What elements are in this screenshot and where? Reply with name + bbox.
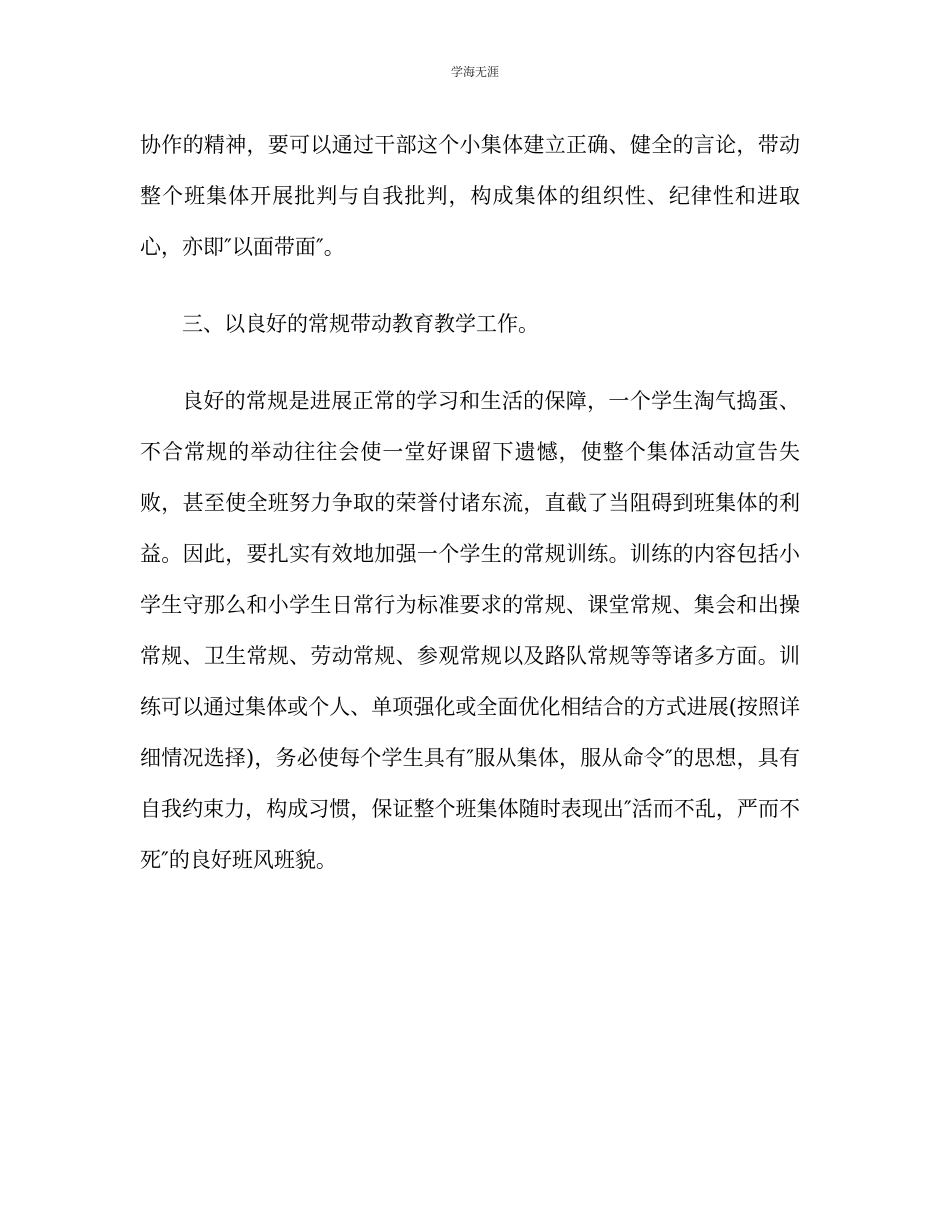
paragraph-continuation: 协作的精神，要可以通过干部这个小集体建立正确、健全的言论，带动整个班集体开展批判与自我批判，构成集体的组织性、纪律性和进取心，亦即″以面带面″。: [140, 133, 800, 259]
document-body: [140, 120, 800, 912]
page-header: 学海无涯: [450, 65, 499, 79]
section-heading: 三、以良好的常规带动教育教学工作。: [182, 312, 539, 336]
paragraph-routine: 良好的常规是进展正常的学习和生活的保障，一个学生淘气捣蛋、不合常规的举动往往会使一堂好课留下遗憾，使整个集体活动宣告失败，甚至使全班努力争取的荣誉付诸东流，直截了当阻碍到班集体的利益。因此，要扎实有效地加强一个学生的常规训练。训练的内容包括小学生守那么和小学生日常行为标准要求的常规、课堂常规、集会和出操常规、卫生常规、劳动常规、参观常规以及路队常规等等诸多方面。训练可以通过集体或个人、单项强化或全面优化相结合的方式进展(按照详细情况选择)，务必使每个学生具有″服从集体，服从命令″的思想，具有自我约束力，构成习惯，保证整个班集体随时表现出″活而不乱，严而不死″的良好班风班貌。: [140, 389, 800, 872]
